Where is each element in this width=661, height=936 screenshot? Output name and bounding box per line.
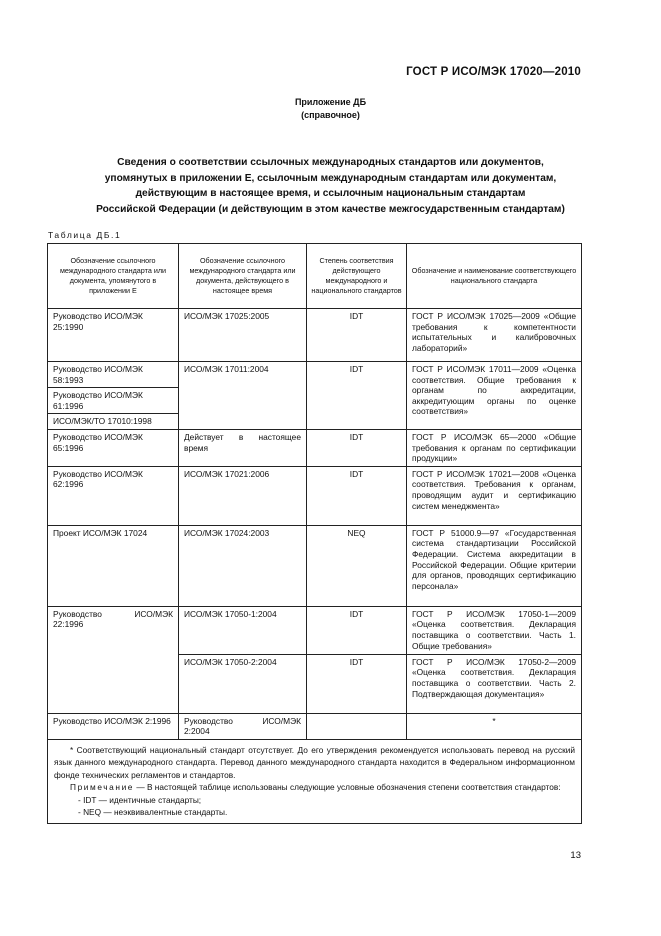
table-notes-row bbox=[48, 739, 582, 823]
legend-item: - NEQ — неэквивалентные стандарты. bbox=[78, 806, 228, 817]
table-row bbox=[48, 466, 582, 525]
table-cell: IDT bbox=[307, 606, 407, 654]
table-cell: Руководство ИСО/МЭК 61:1996 bbox=[48, 388, 179, 414]
section-title-line: Сведения о соответствии ссылочных международных стандартов или документов, bbox=[117, 157, 544, 168]
table-cell: ГОСТ Р ИСО/МЭК 17050-2—2009 «Оценка соответствия. Декларация поставщика о соответствии. Часть 2. Подтверждающая документация» bbox=[407, 654, 582, 713]
section-title-line: действующим в настоящее время, и ссылочным национальным стандартам bbox=[135, 188, 526, 199]
table-cell: IDT bbox=[307, 466, 407, 525]
table-cell: IDT bbox=[307, 362, 407, 430]
table-row bbox=[48, 713, 582, 739]
section-title-line: Российской Федерации (и действующим в этом качестве межгосударственным стандартам) bbox=[96, 203, 565, 215]
appendix-heading bbox=[0, 96, 661, 122]
table-cell: Руководство ИСО/МЭК 25:1990 bbox=[48, 309, 179, 362]
table-cell: Проект ИСО/МЭК 17024 bbox=[48, 525, 179, 606]
table-cell: NEQ bbox=[307, 525, 407, 606]
appendix-title: Приложение ДБ bbox=[294, 97, 367, 107]
table-cell: ИСО/МЭК 17024:2003 bbox=[179, 525, 307, 606]
table-cell: Руководство ИСО/МЭК 62:1996 bbox=[48, 466, 179, 525]
table-cell: ГОСТ Р ИСО/МЭК 17021—2008 «Оценка соответствия. Требования к органам, проводящим аудит и сертификацию систем менеджмента» bbox=[407, 466, 582, 525]
table-cell: ИСО/МЭК 17011:2004 bbox=[179, 362, 307, 430]
table-row bbox=[48, 362, 582, 388]
header-cell: Обозначение ссылочного международного стандарта или документа, действующего в настоящее время bbox=[179, 244, 307, 309]
note bbox=[54, 781, 575, 793]
table-cell: ИСО/МЭК 17025:2005 bbox=[179, 309, 307, 362]
header-cell: Обозначение и наименование соответствующего национального стандарта bbox=[407, 244, 582, 309]
appendix-subtitle: (справочное) bbox=[301, 110, 360, 120]
table-cell: ИСО/МЭК/ТО 17010:1998 bbox=[48, 414, 179, 430]
page-number: 13 bbox=[570, 850, 581, 861]
table-cell: ИСО/МЭК 17021:2006 bbox=[179, 466, 307, 525]
table-cell: Руководство ИСО/МЭК 22:1996 bbox=[48, 606, 179, 713]
document-code: ГОСТ Р ИСО/МЭК 17020—2010 bbox=[406, 66, 581, 78]
table-cell: Руководство ИСО/МЭК 2:2004 bbox=[179, 713, 307, 739]
table-notes bbox=[48, 739, 582, 823]
header-cell: Обозначение ссылочного международного стандарта или документа, упомянутого в приложении Е bbox=[48, 244, 179, 309]
table-row bbox=[48, 429, 582, 466]
table-cell: ИСО/МЭК 17050-2:2004 bbox=[179, 654, 307, 713]
header-cell: Степень соответствия действующего международного и национального стандартов bbox=[307, 244, 407, 309]
table-row bbox=[48, 525, 582, 606]
table-cell: IDT bbox=[307, 654, 407, 713]
note-text: — В настоящей таблице использованы следующие условные обозначения степени соответствия стандартов: bbox=[134, 782, 561, 793]
table-cell bbox=[307, 713, 407, 739]
table-cell: Руководство ИСО/МЭК 2:1996 bbox=[48, 713, 179, 739]
table-cell: IDT bbox=[307, 309, 407, 362]
table-cell: ИСО/МЭК 17050-1:2004 bbox=[179, 606, 307, 654]
table-cell: Действует в настоящее время bbox=[179, 429, 307, 466]
table-cell: ГОСТ Р ИСО/МЭК 17025—2009 «Общие требования к компетентности испытательных и калибровочных лабораторий» bbox=[407, 309, 582, 362]
table-cell: ГОСТ Р ИСО/МЭК 17050-1—2009 «Оценка соответствия. Декларация поставщика о соответствии. Часть 1. Общие требования» bbox=[407, 606, 582, 654]
table-cell: ГОСТ Р ИСО/МЭК 65—2000 «Общие требования к органам по сертификации продукции» bbox=[407, 429, 582, 466]
table-cell: Руководство ИСО/МЭК 65:1996 bbox=[48, 429, 179, 466]
table-cell: Руководство ИСО/МЭК 58:1993 bbox=[48, 362, 179, 388]
note-label: Примечание bbox=[70, 782, 135, 793]
table-row bbox=[48, 309, 582, 362]
table-label: Таблица ДБ.1 bbox=[48, 230, 122, 240]
section-title bbox=[50, 155, 611, 217]
footnote: * Соответствующий национальный стандарт отсутствует. До его утверждения рекомендуется использовать перевод на русский язык данного международного стандарта. Перевод данного международного стандарта находится в Федеральном информационном фонде технических регламентов и стандартов. bbox=[54, 744, 575, 780]
section-title-line: упомянутых в приложении Е, ссылочным международным стандартам или документам, bbox=[104, 172, 557, 184]
legend-item: - IDT — идентичные стандарты; bbox=[78, 794, 202, 805]
table-row bbox=[48, 606, 582, 654]
table-cell: * bbox=[407, 713, 582, 739]
table-cell: IDT bbox=[307, 429, 407, 466]
table-cell: ГОСТ Р ИСО/МЭК 17011—2009 «Оценка соответствия. Общие требования к органам по аккредитации, аккредитующим органы по оценке соответствия» bbox=[407, 362, 582, 430]
table-header-row bbox=[48, 244, 582, 309]
standards-table bbox=[47, 243, 582, 824]
table-cell: ГОСТ Р 51000.9—97 «Государственная система стандартизации Российской Федерации. Система аккредитации в Российской Федерации. Общие критерии для органов, проводящих сертификацию персонала» bbox=[407, 525, 582, 606]
